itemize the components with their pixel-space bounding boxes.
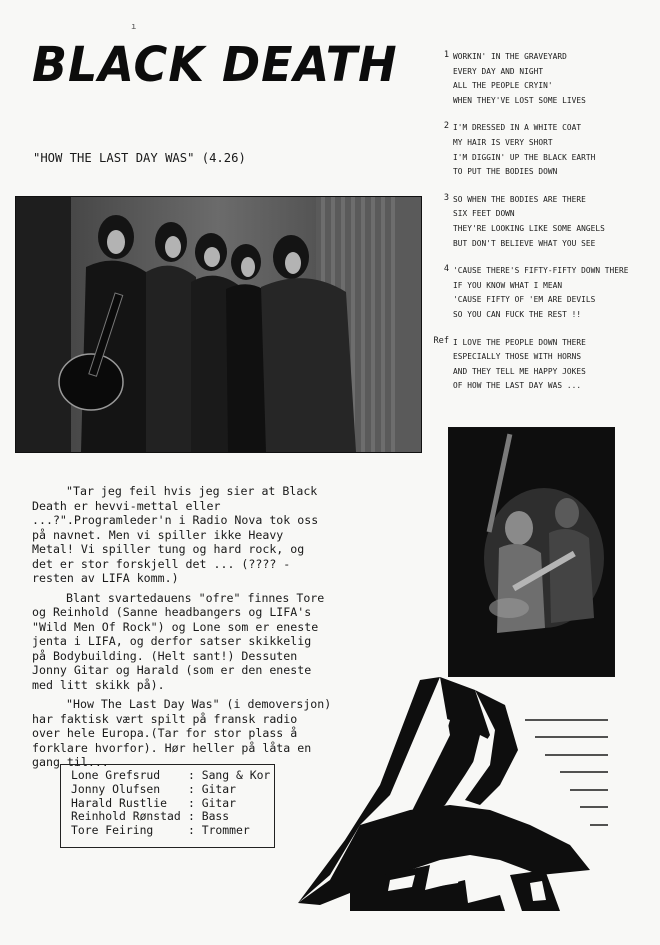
refrain xyxy=(425,336,655,394)
member-role: : Gitar xyxy=(188,795,237,810)
member-role: : Sang & Kor xyxy=(188,768,271,782)
lyric-line: 'CAUSE THERE'S FIFTY-FIFTY DOWN THERE xyxy=(453,266,629,276)
lyric-line: THEY'RE LOOKING LIKE SOME ANGELS xyxy=(453,223,605,233)
member-name: Reinhold Rønstad xyxy=(71,809,181,824)
lyric-line: WHEN THEY'VE LOST SOME LIVES xyxy=(453,95,586,105)
print-mark: ı xyxy=(131,22,137,32)
verse-number: 4 xyxy=(443,264,449,275)
lyric-line: AND THEY TELL ME HAPPY JOKES xyxy=(453,366,586,376)
lyric-line: TO PUT THE BODIES DOWN xyxy=(453,167,558,177)
lyric-line: 'CAUSE FIFTY OF 'EM ARE DEVILS xyxy=(453,295,596,305)
band-photo xyxy=(15,196,422,453)
lyric-line: ALL THE PEOPLE CRYIN' xyxy=(453,81,553,91)
member-name: Tore Feiring xyxy=(71,823,154,838)
article-text xyxy=(32,484,332,775)
lyric-line: OF HOW THE LAST DAY WAS ... xyxy=(453,381,582,391)
member-row xyxy=(71,769,274,783)
member-list xyxy=(60,764,275,848)
verse-number: 1 xyxy=(443,50,449,60)
verse-4 xyxy=(425,264,655,322)
lyric-line: IF YOU KNOW WHAT I MEAN xyxy=(453,280,563,290)
member-row xyxy=(71,824,274,838)
lyric-line: WORKIN' IN THE GRAVEYARD xyxy=(453,52,567,61)
member-name: Harald Rustlie xyxy=(71,795,168,810)
member-row xyxy=(71,810,274,824)
lyric-line: ESPECIALLY THOSE WITH HORNS xyxy=(453,352,582,362)
member-row xyxy=(71,797,274,811)
verse-3 xyxy=(425,193,655,251)
page-title: BLACK DEATH xyxy=(32,35,398,93)
article-paragraph: "Tar jeg feil hvis jeg sier at Black Death er hevvi-mettal eller ...?".Programleder'n i Radio Nova tok oss på navnet. Men vi spiller ikke Heavy Metal! Vi spiller tung og hard rock, og det er stor forskjell det ... (???? - resten av LIFA komm.) xyxy=(32,484,319,585)
verse-number: 3 xyxy=(443,192,449,203)
member-role: : Bass xyxy=(188,809,230,824)
band-logo-artwork xyxy=(290,675,620,915)
lyric-line: I'M DRESSED IN A WHITE COAT xyxy=(453,123,582,133)
verse-1 xyxy=(425,50,655,108)
verse-2 xyxy=(425,121,655,179)
lyric-line: SO YOU CAN FUCK THE REST !! xyxy=(453,309,582,319)
member-name: Jonny Olufsen xyxy=(71,781,161,796)
refrain-label: Ref xyxy=(433,335,449,346)
lyric-line: BUT DON'T BELIEVE WHAT YOU SEE xyxy=(453,238,596,248)
member-name: Lone Grefsrud xyxy=(71,768,161,782)
lyrics xyxy=(425,50,655,407)
article-paragraph: Blant svartedauens "ofre" finnes Tore og Reinhold (Sanne headbangers og LIFA's "Wild Men Of Rock") og Lone som er eneste jenta i LIFA, og derfor satser skikkelig på Bodybuilding. (Helt sant!) Dessuten Jonny Gitar og Harald (som er den eneste med litt skikk på). xyxy=(32,590,325,692)
article-paragraph: "How The Last Day Was" (i demoversjon) har faktisk vært spilt på fransk radio over hele Europa.(Tar for stor plass å forklare hvorfor). Hør heller på låta en gang til... xyxy=(32,697,332,769)
lyric-line: MY HAIR IS VERY SHORT xyxy=(453,137,553,147)
lyric-line: SIX FEET DOWN xyxy=(453,209,515,219)
lyric-line: SO WHEN THE BODIES ARE THERE xyxy=(453,194,586,204)
song-title-line: "HOW THE LAST DAY WAS" (4.26) xyxy=(33,151,246,165)
member-role: : Trommer xyxy=(188,823,250,838)
lyric-line: I'M DIGGIN' UP THE BLACK EARTH xyxy=(453,152,596,162)
lyric-line: I LOVE THE PEOPLE DOWN THERE xyxy=(453,337,586,347)
member-row xyxy=(71,783,274,797)
lyric-line: EVERY DAY AND NIGHT xyxy=(453,66,544,76)
verse-number: 2 xyxy=(443,121,449,132)
live-photo xyxy=(448,427,615,677)
member-role: : Gitar xyxy=(188,781,237,796)
